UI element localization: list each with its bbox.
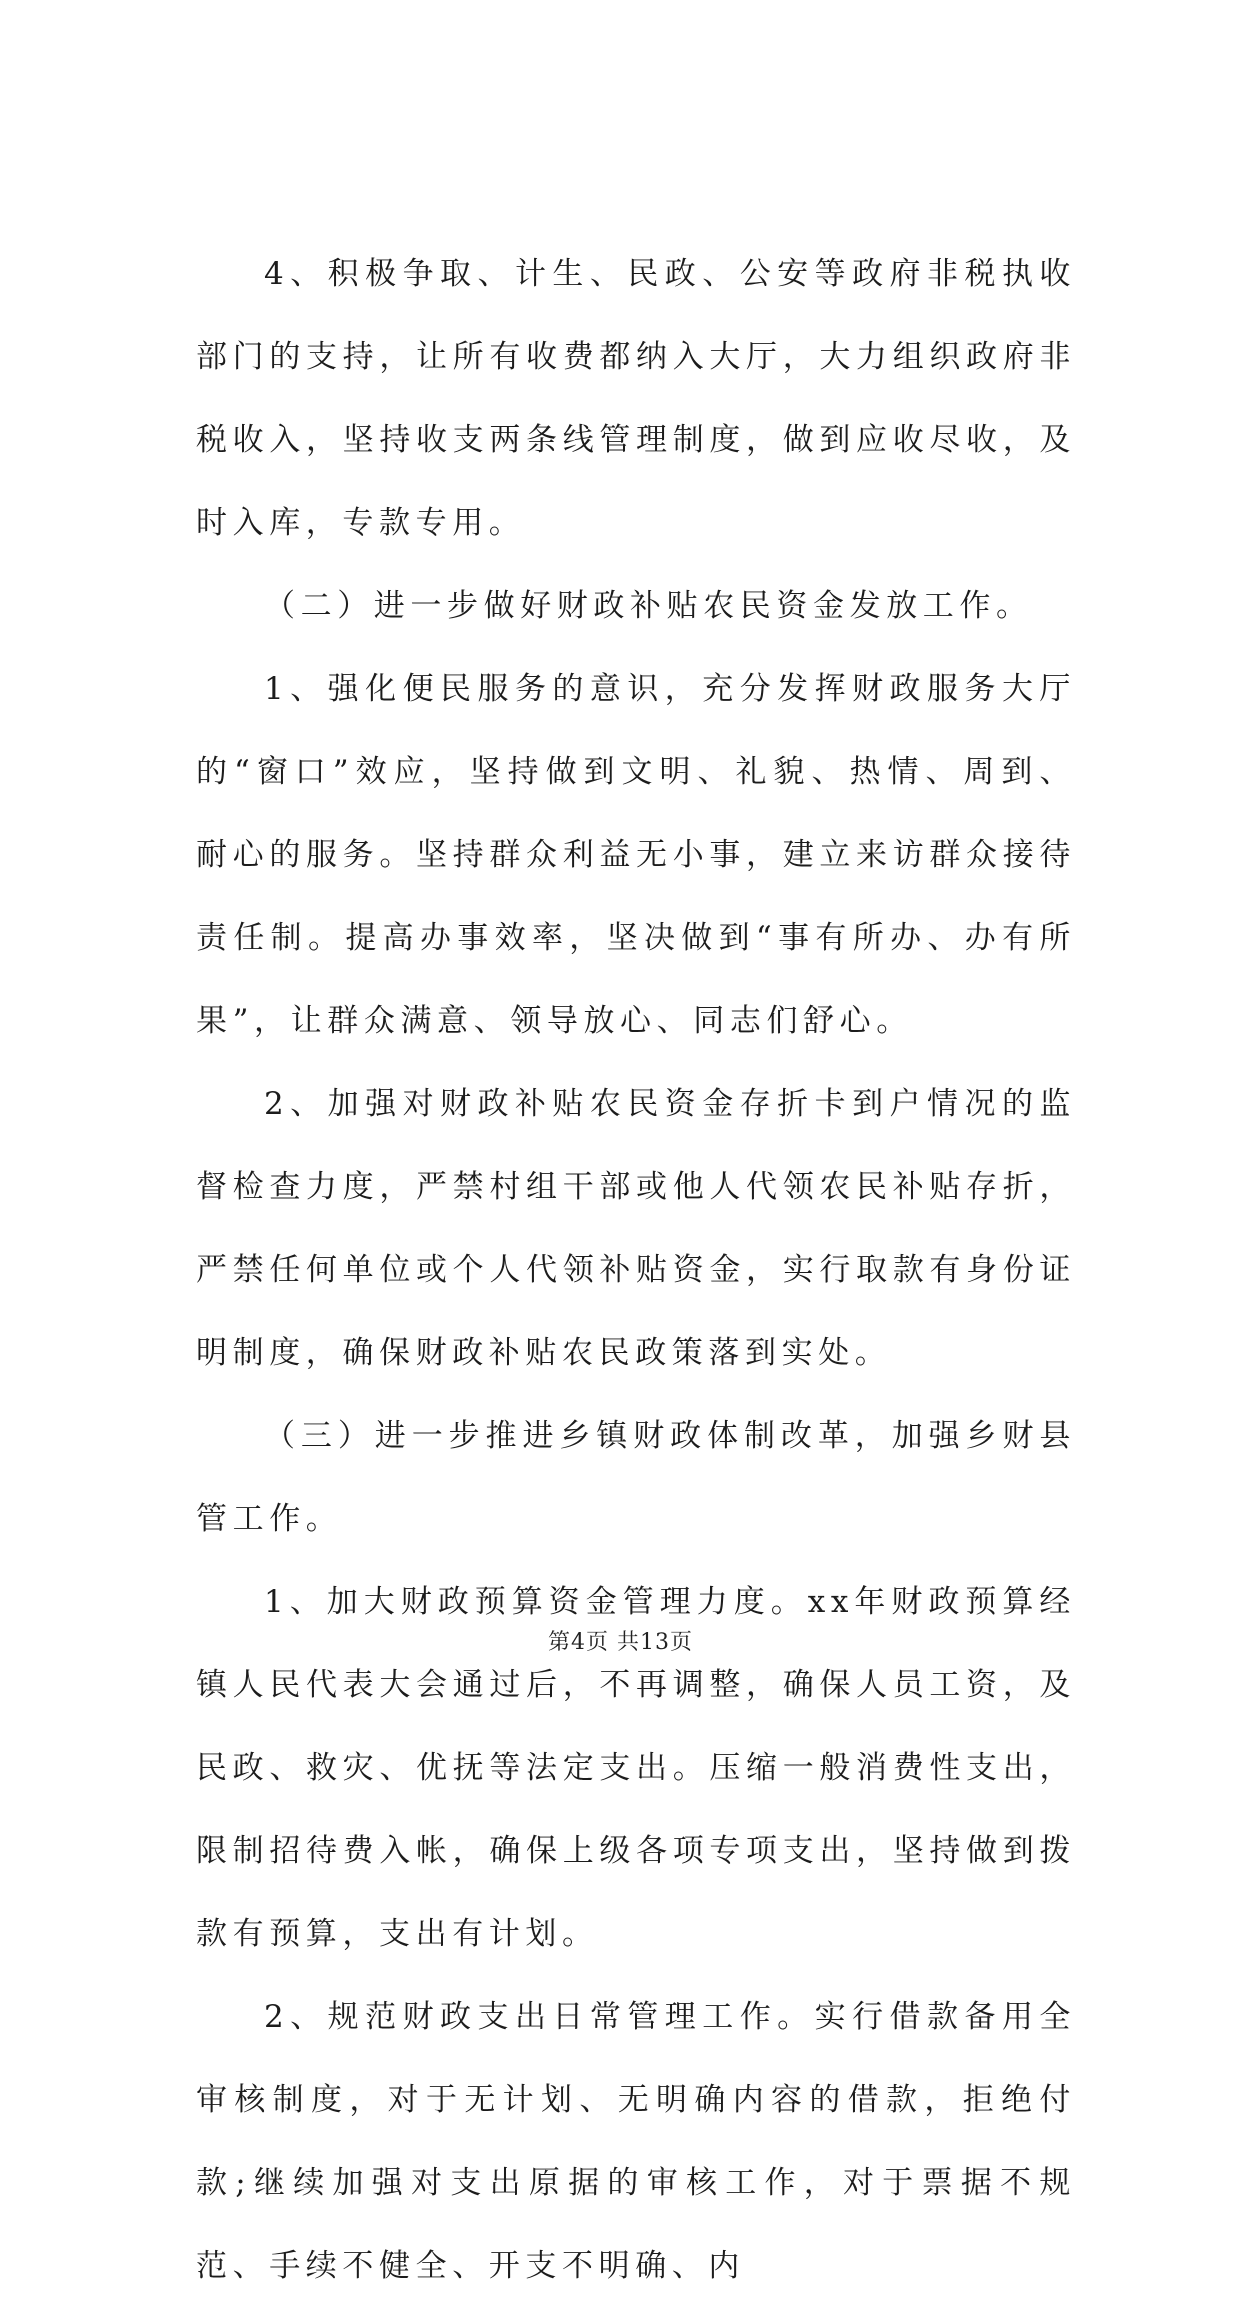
document-body (196, 233, 1076, 2308)
paragraph-item-4-tax-support: 4、积极争取、计生、民政、公安等政府非税执收部门的支持，让所有收费都纳入大厅，大力组织政府非税收入，坚持收支两条线管理制度，做到应收尽收，及时入库，专款专用。 (196, 256, 1076, 541)
section-heading-subsidy-payment: （二）进一步做好财政补贴农民资金发放工作。 (264, 588, 1033, 624)
page-number-footer: 第4页 共13页 (548, 1630, 693, 1655)
paragraph-item-1-service: 1、强化便民服务的意识，充分发挥财政服务大厅的“窗口”效应，坚持做到文明、礼貌、热情、周到、耐心的服务。坚持群众利益无小事，建立来访群众接待责任制。提高办事效率，坚决做到“事有所办、办有所果”，让群众满意、领导放心、同志们舒心。 (196, 671, 1076, 1039)
section-heading-fiscal-reform: （三）进一步推进乡镇财政体制改革，加强乡财县管工作。 (196, 1418, 1076, 1537)
paragraph-item-1-budget: 1、加大财政预算资金管理力度。xx年财政预算经镇人民代表大会通过后，不再调整，确保人员工资，及民政、救灾、优抚等法定支出。压缩一般消费性支出，限制招待费入帐，确保上级各项专项支出，坚持做到拨款有预算，支出有计划。 (196, 1584, 1076, 1952)
paragraph-item-2-supervision: 2、加强对财政补贴农民资金存折卡到户情况的监督检查力度，严禁村组干部或他人代领农民补贴存折，严禁任何单位或个人代领补贴资金，实行取款有身份证明制度，确保财政补贴农民政策落到实处。 (196, 1086, 1076, 1371)
paragraph-item-2-expenditure: 2、规范财政支出日常管理工作。实行借款备用全审核制度，对于无计划、无明确内容的借款，拒绝付款;继续加强对支出原据的审核工作，对于票据不规范、手续不健全、开支不明确、内 (196, 1999, 1076, 2284)
